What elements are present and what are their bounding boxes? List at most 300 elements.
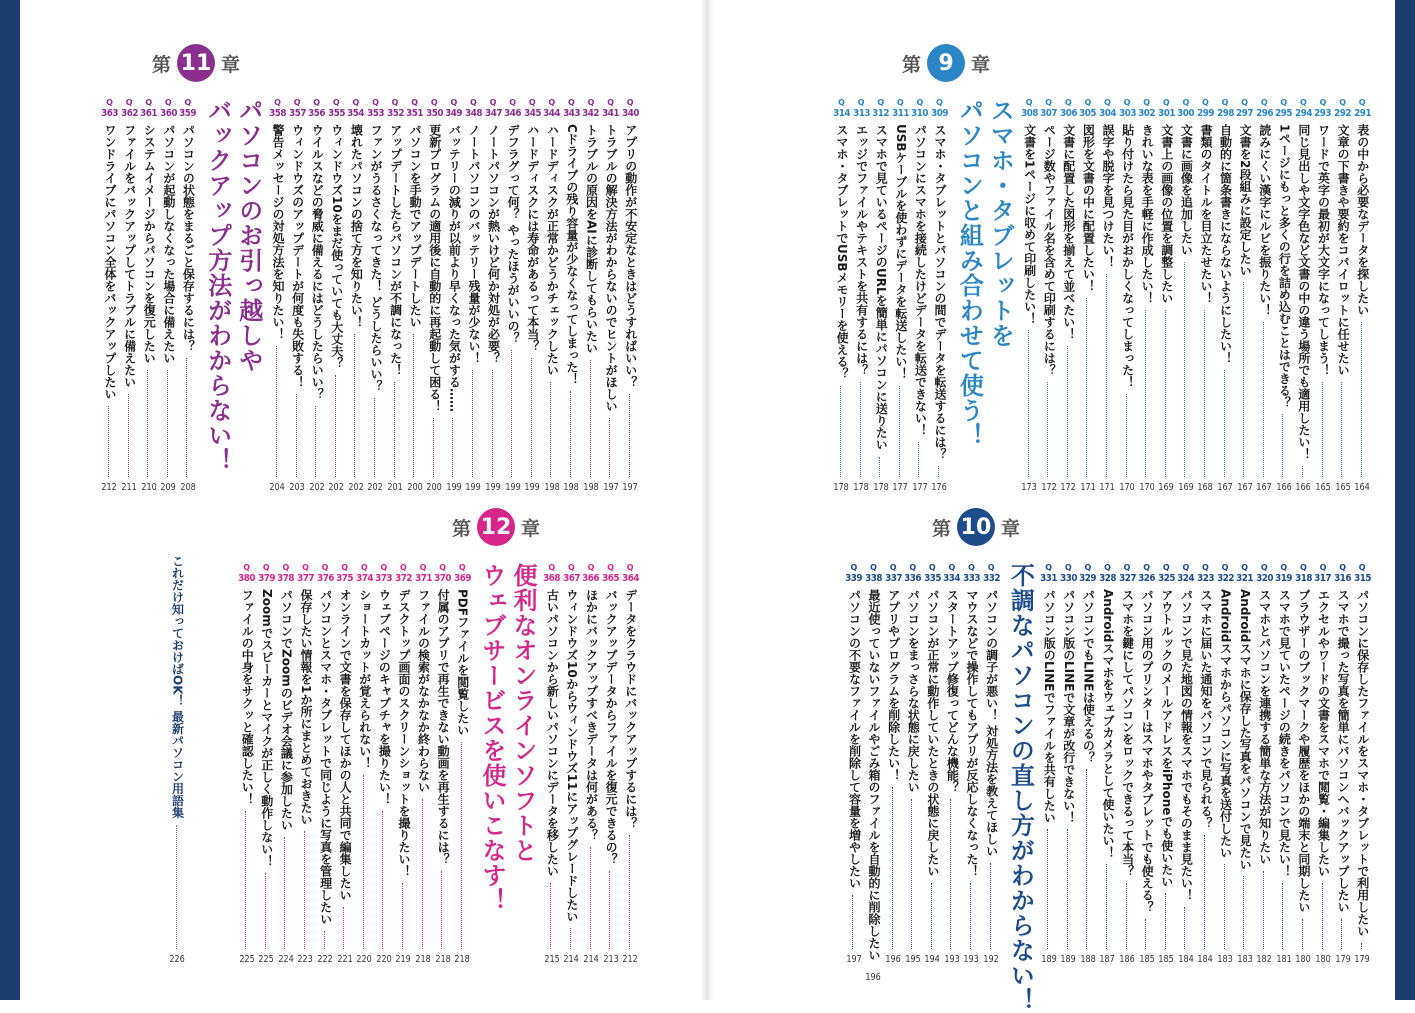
toc-item[interactable] — [276, 563, 296, 965]
toc-item[interactable] — [562, 563, 582, 965]
leader-dots — [492, 370, 495, 477]
toc-item[interactable] — [903, 563, 923, 965]
question-text: Androidスマホからパソコンに写真を送付したい — [1218, 589, 1233, 859]
question-text: トラブルの原因をAIに診断してもらいたい — [584, 124, 599, 354]
question-number: 339 — [845, 573, 863, 584]
toc-item[interactable] — [257, 563, 277, 965]
q-marker: Q — [870, 563, 877, 572]
page-number: 180 — [1315, 954, 1331, 965]
toc-item[interactable] — [871, 98, 891, 493]
toc-item[interactable] — [405, 98, 425, 493]
question-text: ブラウザーのブックマークや履歴をほかの端末と同期したい — [1296, 589, 1311, 913]
page-number: 210 — [141, 482, 157, 493]
chapter-9-header — [850, 44, 990, 96]
leader-dots — [128, 394, 131, 477]
q-marker: Q — [1300, 98, 1307, 107]
question-text: ファンがうるさくなってきた！ どうしたらいい？ — [368, 124, 383, 393]
leader-dots — [1361, 322, 1364, 477]
leader-dots — [1126, 883, 1129, 949]
question-number: 309 — [931, 108, 948, 119]
leader-dots — [931, 883, 934, 949]
q-marker: Q — [243, 563, 251, 572]
toc-item[interactable] — [832, 98, 852, 493]
question-number: 343 — [563, 108, 580, 119]
question-text: 文書に配置した図形を揃えて並べたい！ — [1061, 124, 1076, 340]
toc-item[interactable] — [1254, 563, 1274, 965]
toc-item[interactable] — [1274, 98, 1294, 493]
toc-item[interactable] — [620, 98, 640, 493]
chapter-title — [198, 98, 268, 493]
question-number: 360 — [159, 108, 177, 119]
toc-item[interactable] — [1294, 563, 1314, 965]
question-text: システムイメージからパソコンを復元したい — [142, 124, 157, 364]
toc-item[interactable] — [1078, 563, 1098, 965]
q-marker: Q — [1084, 98, 1092, 107]
toc-item[interactable] — [483, 98, 503, 493]
question-text: 保存したい情報を1か所にまとめておきたい — [298, 589, 313, 826]
q-marker: Q — [1162, 563, 1170, 572]
leader-dots — [422, 799, 425, 949]
q-marker: Q — [1319, 98, 1327, 107]
toc-item[interactable] — [374, 563, 394, 965]
page-number: 179 — [1334, 954, 1351, 965]
toc-item[interactable] — [542, 563, 562, 965]
leader-dots — [1302, 466, 1305, 477]
leader-dots — [1106, 274, 1109, 477]
question-number: 322 — [1216, 573, 1234, 584]
toc-item[interactable] — [1059, 563, 1079, 965]
q-marker: Q — [313, 98, 321, 107]
toc-item[interactable] — [522, 98, 542, 493]
toc-item[interactable] — [394, 563, 414, 965]
chapter-title-line: パソコンのお引っ越しや — [234, 98, 263, 373]
chapter-title — [1001, 563, 1039, 1013]
leader-dots — [382, 811, 385, 949]
toc-item[interactable] — [1019, 98, 1039, 493]
question-number: 380 — [238, 573, 256, 584]
q-marker: Q — [184, 98, 192, 107]
chapter-title-line: 不調なパソコンの直し方がわからない！ — [1006, 563, 1035, 1013]
toc-item[interactable] — [1313, 98, 1333, 493]
q-marker: Q — [470, 98, 477, 107]
q-marker: Q — [458, 563, 466, 572]
question-number: 325 — [1157, 573, 1175, 584]
toc-item[interactable] — [601, 98, 621, 493]
leader-dots — [1282, 883, 1285, 949]
q-marker: Q — [568, 98, 575, 107]
page-number: 202 — [348, 482, 364, 493]
toc-item[interactable] — [1137, 563, 1157, 965]
toc-item[interactable] — [178, 98, 198, 493]
question-number: 350 — [425, 108, 443, 119]
toc-item[interactable] — [1215, 98, 1235, 493]
leader-dots — [335, 375, 338, 477]
toc-item[interactable] — [237, 563, 257, 965]
toc-item[interactable] — [1274, 563, 1294, 965]
question-number: 359 — [179, 108, 197, 119]
question-number: 291 — [1353, 108, 1371, 119]
leader-dots — [186, 358, 189, 477]
leader-dots — [950, 799, 953, 949]
toc-item[interactable] — [1235, 98, 1255, 493]
question-number: 327 — [1118, 573, 1136, 584]
toc-item[interactable] — [100, 98, 120, 493]
question-text: スマホを鍵にしてパソコンをロックできるって本当？ — [1120, 589, 1135, 877]
q-marker: Q — [928, 563, 936, 572]
leader-dots — [147, 370, 150, 477]
question-number: 331 — [1040, 573, 1058, 584]
chapter-10-header — [880, 508, 1020, 560]
question-text: デスクトップ画面のスクリーンショットを撮りたい！ — [396, 589, 411, 877]
toc-item[interactable] — [1098, 98, 1118, 493]
chapter-label-before: 第 — [901, 53, 921, 76]
page-number: 172 — [1060, 482, 1076, 493]
chapter-11-toc — [36, 98, 640, 493]
page-number: 187 — [1099, 954, 1116, 965]
leader-dots — [433, 418, 436, 477]
question-text: ショートカットが覚えられない！ — [357, 589, 372, 769]
toc-item[interactable] — [296, 563, 316, 965]
page-number: 223 — [297, 954, 314, 965]
chapter-title-line: スマホ・タブレットを — [986, 98, 1015, 348]
page-number: 218 — [454, 954, 470, 965]
question-number: 333 — [963, 573, 980, 584]
q-marker: Q — [125, 98, 133, 107]
question-text: ウェブページのキャプチャを撮りたい！ — [377, 589, 392, 805]
toc-item[interactable] — [307, 98, 327, 493]
page-number: 199 — [446, 482, 462, 493]
toc-item[interactable] — [119, 98, 139, 493]
q-marker: Q — [987, 563, 995, 572]
question-number: 357 — [288, 108, 306, 119]
toc-item[interactable] — [327, 98, 347, 493]
toc-item[interactable] — [139, 98, 159, 493]
toc-item[interactable] — [923, 563, 943, 965]
q-marker: Q — [360, 563, 368, 572]
question-number: 296 — [1255, 108, 1273, 119]
toc-item[interactable] — [1352, 563, 1372, 965]
q-marker: Q — [1358, 98, 1366, 107]
question-text: ほかにバックアップすべきデータは何がある？ — [584, 589, 599, 841]
question-number: 319 — [1275, 573, 1293, 584]
question-number: 340 — [621, 108, 639, 119]
leader-dots — [609, 871, 612, 949]
q-marker: Q — [1221, 563, 1229, 572]
question-number: 332 — [982, 573, 1000, 584]
question-text: アウトルックのメールアドレスをiPhoneでも使いたい — [1159, 589, 1174, 888]
q-marker: Q — [372, 98, 379, 107]
page-number: 167 — [1236, 482, 1253, 493]
q-marker: Q — [896, 98, 904, 107]
leader-dots — [374, 398, 377, 477]
toc-item[interactable] — [1313, 563, 1333, 965]
question-number: 368 — [543, 573, 561, 584]
q-marker: Q — [936, 98, 943, 107]
toc-item[interactable] — [962, 563, 982, 965]
question-text: 壊れたパソコンの捨て方を知りたい！ — [349, 124, 364, 328]
leader-dots — [1361, 943, 1364, 949]
page-number: 202 — [367, 482, 384, 493]
leader-dots — [1302, 919, 1305, 949]
toc-item[interactable] — [1254, 98, 1274, 493]
page-number: 169 — [1158, 482, 1174, 493]
leader-dots — [1028, 330, 1031, 477]
page-number: 225 — [238, 954, 255, 965]
page-number: 204 — [269, 482, 286, 493]
page-number: 184 — [1197, 954, 1214, 965]
question-number: 345 — [523, 108, 541, 119]
toc-item[interactable] — [1039, 563, 1059, 965]
page-number: 164 — [1354, 482, 1370, 493]
toc-item[interactable] — [424, 98, 444, 493]
toc-item[interactable] — [930, 98, 950, 493]
page-number: 218 — [434, 954, 451, 965]
question-text: Cドライブの残り容量が少なくなってしまった！ — [564, 124, 579, 385]
toc-item[interactable] — [464, 98, 484, 493]
q-marker: Q — [1221, 98, 1229, 107]
chapter-number-badge: 12 — [477, 508, 515, 546]
q-marker: Q — [889, 563, 897, 572]
q-marker: Q — [400, 563, 407, 572]
toc-item[interactable] — [864, 563, 884, 983]
page-number: 218 — [415, 954, 431, 965]
toc-item[interactable] — [883, 563, 903, 965]
page-number: 189 — [1060, 954, 1076, 965]
question-text: スマホとパソコンを連携する簡単な方法が知りたい — [1257, 589, 1272, 865]
question-text: バックアップデータからファイルを復元できるの？ — [604, 589, 619, 865]
question-text: パソコンをまっさらな状態に戻したい — [906, 589, 921, 793]
question-number: 326 — [1138, 573, 1156, 584]
toc-item[interactable] — [942, 563, 962, 965]
toc-item[interactable] — [981, 563, 1001, 965]
toc-item[interactable] — [1059, 98, 1079, 493]
toc-item[interactable] — [1352, 98, 1372, 493]
question-text: ノートパソコンのバッテリー残量が少ない！ — [466, 124, 481, 364]
q-marker: Q — [607, 98, 615, 107]
toc-item[interactable] — [1156, 98, 1176, 493]
page-number: 166 — [1276, 482, 1292, 493]
question-number: 305 — [1079, 108, 1097, 119]
toc-item[interactable] — [1333, 563, 1353, 965]
leader-dots — [108, 406, 111, 477]
chapter-title-line: パソコンと組み合わせて使う！ — [955, 98, 984, 448]
q-marker: Q — [1104, 563, 1111, 572]
toc-item[interactable] — [1196, 563, 1216, 965]
q-marker: Q — [430, 98, 438, 107]
toc-item[interactable] — [366, 98, 386, 493]
toc-item[interactable] — [433, 563, 453, 965]
chapter-12-header — [400, 508, 540, 560]
toc-item[interactable] — [891, 98, 911, 493]
toc-item[interactable] — [1137, 98, 1157, 493]
toc-item[interactable] — [413, 563, 433, 965]
question-text: バッテリーの減りが以前より早くなった気がする…… — [447, 124, 462, 412]
toc-item[interactable] — [335, 563, 355, 965]
page-number: 212 — [622, 954, 638, 965]
leader-dots — [1243, 876, 1246, 949]
q-marker: Q — [1358, 563, 1366, 572]
question-text: 文書上の画像の位置を調整したい — [1159, 124, 1174, 304]
page-number: 200 — [426, 482, 442, 493]
question-number: 354 — [347, 108, 365, 119]
leader-dots — [1047, 829, 1050, 949]
page-number: 222 — [317, 954, 333, 965]
toc-item[interactable] — [581, 98, 601, 493]
toc-item[interactable] — [444, 98, 464, 493]
toc-item[interactable] — [1235, 563, 1255, 965]
question-text: ページ数やファイル名を含めて印刷するには？ — [1042, 124, 1057, 376]
q-marker: Q — [1260, 563, 1268, 572]
page-number: 165 — [1315, 482, 1331, 493]
toc-item[interactable] — [1117, 98, 1137, 493]
toc-item[interactable] — [562, 98, 582, 493]
question-text: 最近使っていないファイルやごみ箱のファイルを自動的に削除したい — [867, 589, 882, 961]
toc-item[interactable] — [1098, 563, 1118, 965]
page-number: 198 — [563, 482, 580, 493]
toc-item[interactable] — [1294, 98, 1314, 493]
question-number: 330 — [1059, 573, 1077, 584]
leader-dots — [296, 394, 299, 477]
question-text: スマホで撮った写真を簡単にパソコンへバックアップしたい — [1336, 589, 1351, 913]
question-text: パソコン版のLINEでファイルを共有したい — [1042, 589, 1057, 824]
q-marker: Q — [1241, 563, 1249, 572]
page-number: 184 — [1178, 954, 1194, 965]
page-number: 171 — [1099, 482, 1116, 493]
question-number: 378 — [277, 573, 295, 584]
q-marker: Q — [1319, 563, 1327, 572]
page-number: 178 — [873, 482, 889, 493]
question-text: 貼り付けたら見た目がおかしくなってしまった！ — [1120, 124, 1135, 388]
question-number: 372 — [395, 573, 412, 584]
q-marker: Q — [1339, 98, 1347, 107]
toc-item[interactable] — [268, 98, 288, 493]
question-number: 363 — [101, 108, 118, 119]
page-number: 181 — [1276, 954, 1292, 965]
page-number: 224 — [278, 954, 294, 965]
page-number: 214 — [583, 954, 599, 965]
page-number: 183 — [1217, 954, 1233, 965]
leader-dots — [413, 334, 416, 477]
toc-item[interactable] — [910, 98, 930, 493]
q-marker: Q — [909, 563, 917, 572]
question-text: 図形を文書の中に配置したい！ — [1081, 124, 1096, 292]
question-number: 303 — [1118, 108, 1136, 119]
page-number: 214 — [563, 954, 580, 965]
toc-item[interactable] — [1039, 98, 1059, 493]
toc-item[interactable] — [503, 98, 523, 493]
question-text: PDFファイルを閲覧したい — [455, 589, 470, 736]
leader-dots — [1145, 919, 1148, 949]
page-number: 215 — [544, 954, 560, 965]
toc-item[interactable] — [287, 98, 307, 493]
toc-item[interactable] — [1176, 98, 1196, 493]
page-number: 199 — [524, 482, 540, 493]
question-text: パソコン版のLINEで文章が改行できない！ — [1061, 589, 1076, 824]
page-number: 199 — [485, 482, 501, 493]
toc-item[interactable] — [1196, 98, 1216, 493]
question-number: 311 — [891, 108, 909, 119]
question-text: 自動的に箇条書きにならないようにしたい！ — [1218, 124, 1233, 364]
question-text: マウスなどで操作してもアプリが反応しなくなった！ — [965, 589, 980, 877]
question-number: 307 — [1040, 108, 1058, 119]
question-number: 294 — [1295, 108, 1312, 119]
question-number: 346 — [504, 108, 522, 119]
q-marker: Q — [293, 98, 301, 107]
question-number: 324 — [1177, 573, 1195, 584]
question-text: ノートパソコンが熱いけど何か対処が必要？ — [486, 124, 501, 364]
toc-item[interactable] — [1117, 563, 1137, 965]
q-marker: Q — [1045, 563, 1053, 572]
question-text: きれいな表を手軽に作成したい！ — [1140, 124, 1155, 304]
toc-item[interactable] — [1333, 98, 1353, 493]
question-text: エッジでファイルやテキストを共有するには？ — [854, 124, 869, 376]
page-number: 180 — [1295, 954, 1312, 965]
glossary-entry[interactable] — [148, 555, 188, 965]
toc-item[interactable] — [452, 563, 472, 965]
chapter-9-toc — [772, 98, 1372, 493]
question-text: パソコンとスマホ・タブレットで同じように写真を管理したい — [318, 589, 333, 925]
question-text: 誤字や脱字を見つけたい！ — [1100, 124, 1115, 268]
toc-item[interactable] — [1078, 98, 1098, 493]
question-number: 304 — [1099, 108, 1116, 119]
page-number: 166 — [1295, 482, 1312, 493]
toc-item[interactable] — [1215, 563, 1235, 965]
toc-item[interactable] — [620, 563, 640, 965]
leader-dots — [899, 386, 902, 477]
question-number: 373 — [375, 573, 393, 584]
toc-item[interactable] — [354, 563, 374, 965]
leader-dots — [911, 799, 914, 949]
question-number: 379 — [257, 573, 275, 584]
toc-item[interactable] — [542, 98, 562, 493]
q-marker: Q — [1280, 98, 1288, 107]
page-number: 170 — [1138, 482, 1155, 493]
toc-item[interactable] — [851, 98, 871, 493]
question-text: オンラインで文書を保存してほかの人と共同で編集したい — [338, 589, 353, 901]
page-number: 209 — [160, 482, 177, 493]
toc-item[interactable] — [844, 563, 864, 965]
q-marker: Q — [450, 98, 458, 107]
question-number: 312 — [872, 108, 890, 119]
question-number: 370 — [434, 573, 452, 584]
question-number: 355 — [327, 108, 345, 119]
question-number: 348 — [465, 108, 482, 119]
toc-item[interactable] — [1156, 563, 1176, 965]
toc-item[interactable] — [159, 98, 179, 493]
toc-item[interactable] — [346, 98, 366, 493]
page-number: 169 — [1178, 482, 1194, 493]
question-text: パソコンの不要なファイルを削除して容量を増やしたい — [847, 589, 862, 889]
question-number: 349 — [445, 108, 463, 119]
leader-dots — [324, 931, 327, 949]
leader-dots — [1145, 310, 1148, 477]
question-text: パソコンが正常に動作していたときの状態に戻したい — [925, 589, 940, 877]
question-text: Zoomでスピーカーとマイクが正しく動作しない！ — [259, 589, 274, 867]
question-text: パソコンでもLINEは使えるの？ — [1081, 589, 1096, 764]
page-number: 198 — [544, 482, 560, 493]
left-edge-bar — [0, 0, 20, 1000]
page-number: 192 — [983, 954, 999, 965]
toc-item[interactable] — [581, 563, 601, 965]
toc-item[interactable] — [601, 563, 621, 965]
toc-item[interactable] — [1176, 563, 1196, 965]
toc-item[interactable] — [315, 563, 335, 965]
leader-dots — [1165, 310, 1168, 477]
question-number: 344 — [543, 108, 561, 119]
page-number: 177 — [892, 482, 909, 493]
question-text: デフラグって何？ やったほうがいいの？ — [506, 124, 521, 345]
toc-item[interactable] — [385, 98, 405, 493]
